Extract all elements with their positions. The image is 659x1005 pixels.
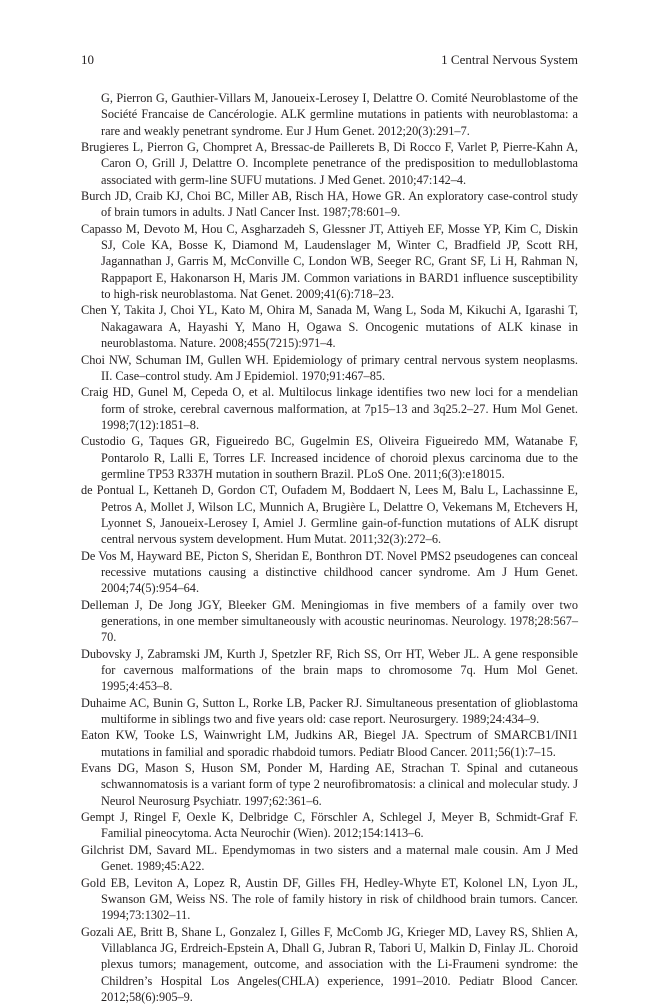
- reference-item: Duhaime AC, Bunin G, Sutton L, Rorke LB, Packer RJ. Simultaneous presentation of glioblastoma multiforme in siblings two and five years old: case report. Neurosurgery. 1989;24:434–9.: [81, 695, 578, 727]
- reference-item: Gempt J, Ringel F, Oexle K, Delbridge C, Förschler A, Schlegel J, Meyer B, Schmidt-Graf F. Familial pineocytoma. Acta Neurochir (Wien). 2012;154:1413–6.: [81, 810, 578, 841]
- reference-item: Gozali AE, Britt B, Shane L, Gonzalez I, Gilles F, McComb JG, Krieger MD, Lavey RS, Shlien A, Villablanca JG, Erdreich-Epstein A, Dhall G, Jubran R, Tabori U, Malkin D, Finlay JL. Choroid plexus tumors; management, outcome, and association with the Li-Fraumeni syndrome: the Children’s Hospital Los Angeles(CHLA) experience, 1991–2010. Pediatr Blood Cancer. 2012;58(6):905–9.: [81, 924, 578, 1004]
- reference-item: Gilchrist DM, Savard ML. Ependymomas in two sisters and a maternal male cousin. Am J Med Genet. 1989;45:A22.: [81, 842, 578, 874]
- reference-item: de Pontual L, Kettaneh D, Gordon CT, Oufadem M, Boddaert N, Lees M, Balu L, Lachassinne E, Petros A, Mollet J, Wilson LC, Munnich A, Brugière L, Delattre O, Vekemans M, Etchevers H, Lyonnet S, Janoueix-Lerosey I, Amiel J. Germline gain-of-function mutations of ALK disrupt central nervous system development. Hum Mutat. 2011;32(3):272–6.: [81, 483, 578, 547]
- reference-item: Brugieres L, Pierron G, Chompret A, Bressac-de Paillerets B, Di Rocco F, Varlet P, Pierre-Kahn A, Caron O, Grill J, Delattre O. Incomplete penetrance of the predisposition to medulloblastoma associated with germ-line SUFU mutations. J Med Genet. 2010;47:142–4.: [81, 140, 578, 187]
- reference-item: Eaton KW, Tooke LS, Wainwright LM, Judkins AR, Biegel JA. Spectrum of SMARCB1/INI1 mutations in familial and sporadic rhabdoid tumors. Pediatr Blood Cancer. 2011;56(1):7–15.: [81, 728, 578, 759]
- chapter-title: 1 Central Nervous System: [441, 52, 578, 67]
- reference-item: Gold EB, Leviton A, Lopez R, Austin DF, Gilles FH, Hedley-Whyte ET, Kolonel LN, Lyon JL, Swanson GM, Weiss NS. The role of family history in risk of childhood brain tumors. Cancer. 1994;73:1302–11.: [81, 875, 578, 923]
- reference-item: Choi NW, Schuman IM, Gullen WH. Epidemiology of primary central nervous system neoplasms. II. Case–control study. Am J Epidemiol. 1970;91:467–85.: [81, 352, 578, 383]
- reference-item: Delleman J, De Jong JGY, Bleeker GM. Meningiomas in five members of a family over two generations, in one member simultaneously with acoustic neurinomas. Neurology. 1978;28:567–70.: [81, 597, 578, 645]
- page-number: 10: [81, 52, 94, 67]
- reference-item: Capasso M, Devoto M, Hou C, Asgharzadeh S, Glessner JT, Attiyeh EF, Mosse YP, Kim C, Diskin SJ, Cole KA, Bosse K, Diamond M, Laudenslager M, Winter C, Bradfield JP, Scott RH, Jagannathan J, Garris M, McConville C, London WB, Seeger RC, Grant SF, Li H, Rahman N, Rappaport E, Hakonarson H, Maris JM. Common variations in BARD1 influence susceptibility to high-risk neuroblastoma. Nat Genet. 2009;41(6):718–23.: [81, 221, 578, 302]
- reference-item: Custodio G, Taques GR, Figueiredo BC, Gugelmin ES, Oliveira Figueiredo MM, Watanabe F, Pontarolo R, Lalli E, Torres LF. Increased incidence of choroid plexus carcinoma due to the germline TP53 R337H mutation in southern Brazil. PLoS One. 2011;6(3):e18015.: [81, 434, 578, 481]
- reference-item: Chen Y, Takita J, Choi YL, Kato M, Ohira M, Sanada M, Wang L, Soda M, Kikuchi A, Igarashi T, Nakagawara A, Hayashi Y, Mano H, Ogawa S. Oncogenic mutations of ALK kinase in neuroblastoma. Nature. 2008;455(7215):971–4.: [81, 303, 578, 351]
- reference-item: G, Pierron G, Gauthier-Villars M, Janoueix-Lerosey I, Delattre O. Comité Neuroblastome of the Société Francaise de Cancérologie. ALK germline mutations in patients with neuroblastoma: a rare and weakly penetrant syndrome. Eur J Hum Genet. 2012;20(3):291–7.: [101, 91, 578, 138]
- reference-item: De Vos M, Hayward BE, Picton S, Sheridan E, Bonthron DT. Novel PMS2 pseudogenes can conceal recessive mutations causing a distinctive childhood cancer syndrome. Am J Hum Genet. 2004;74(5):954–64.: [81, 548, 578, 596]
- reference-list: [81, 90, 578, 1005]
- reference-item: Dubovsky J, Zabramski JM, Kurth J, Spetzler RF, Rich SS, Orr HT, Weber JL. A gene responsible for cavernous malformations of the brain maps to chromosome 7q. Hum Mol Genet. 1995;4:453–8.: [81, 646, 578, 694]
- reference-item: Evans DG, Mason S, Huson SM, Ponder M, Harding AE, Strachan T. Spinal and cutaneous schwannomatosis is a variant form of type 2 neurofibromatosis: a clinical and molecular study. J Neurol Neurosurg Psychiatr. 1997;62:361–6.: [81, 761, 578, 808]
- reference-item: Craig HD, Gunel M, Cepeda O, et al. Multilocus linkage identifies two new loci for a mendelian form of stroke, cerebral cavernous malformation, at 7p15–13 and 3q25.2–27. Hum Mol Genet. 1998;7(12):1851–8.: [81, 385, 578, 432]
- reference-item: Burch JD, Craib KJ, Choi BC, Miller AB, Risch HA, Howe GR. An exploratory case-control study of brain tumors in adults. J Natl Cancer Inst. 1987;78:601–9.: [81, 189, 578, 220]
